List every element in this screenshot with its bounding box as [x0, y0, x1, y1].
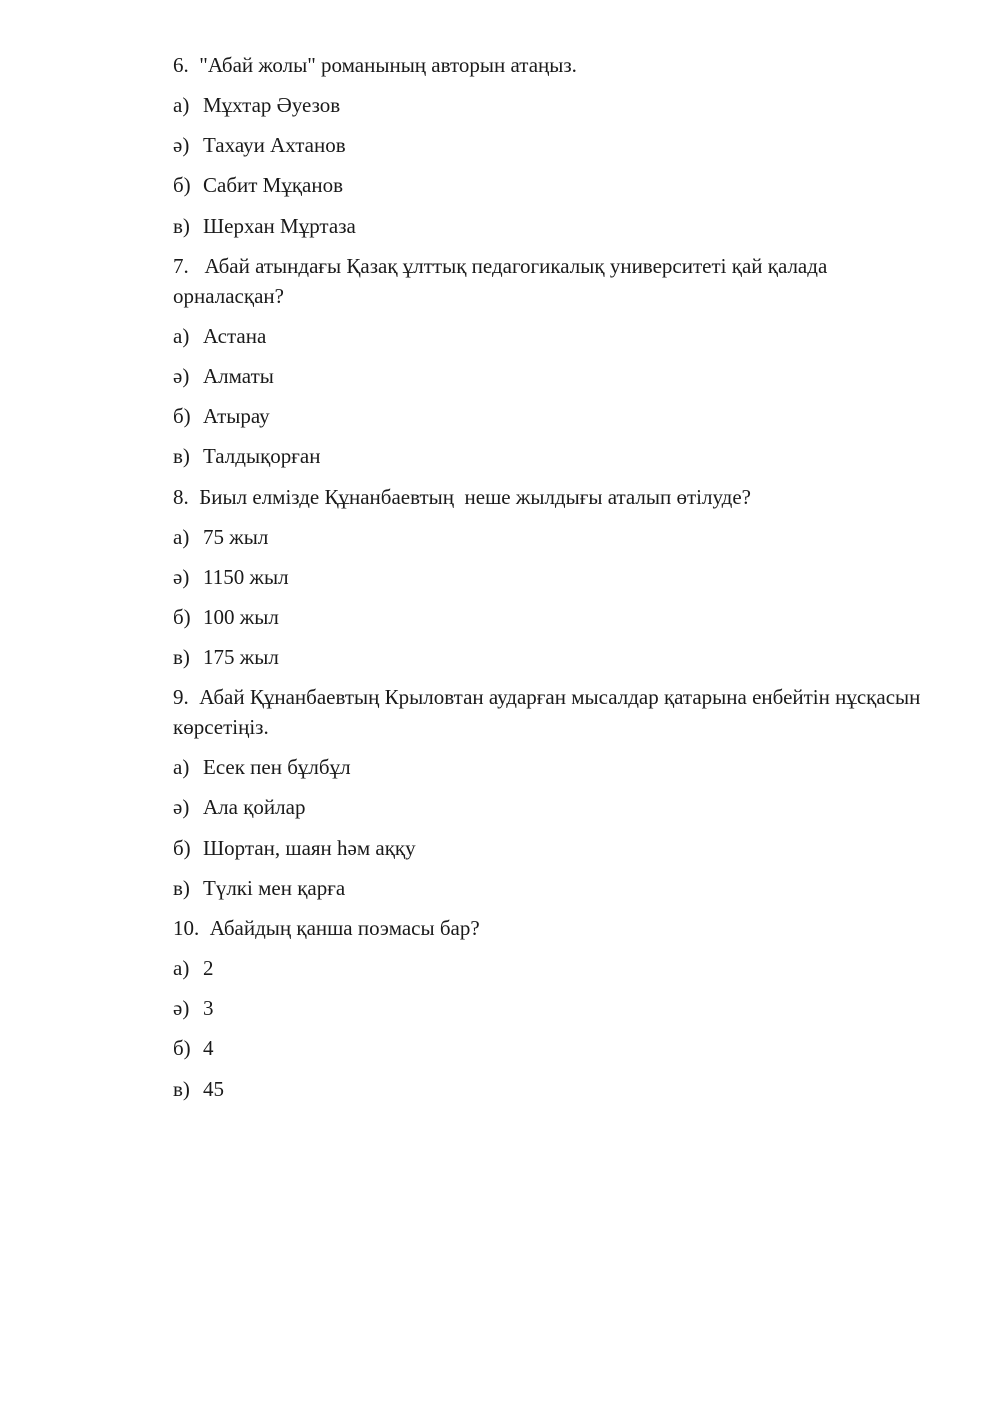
option-b [173, 602, 933, 632]
option-text: Ала қойлар [203, 795, 306, 820]
option-a [173, 522, 933, 552]
option-a [173, 90, 933, 120]
option-text: Тахауи Ахтанов [203, 133, 346, 158]
option-letter: а) [173, 323, 190, 348]
option-letter: в) [173, 875, 190, 900]
option-letter: а) [173, 956, 190, 980]
option-text: Мұхтар Әуезов [203, 93, 341, 117]
question-text: 10. Абайдың қанша поэмасы бар? [173, 916, 480, 940]
option-text: Сабит Мұқанов [203, 173, 344, 198]
option-b [173, 1033, 933, 1063]
option-text: 3 [203, 996, 214, 1021]
option-b [173, 401, 933, 431]
option-a [173, 953, 933, 983]
option-ae [173, 130, 933, 160]
question-block-9 [173, 682, 933, 903]
option-letter: б) [173, 604, 191, 629]
option-text: 45 [203, 1076, 224, 1101]
option-letter: а) [173, 755, 190, 780]
option-letter: ә) [173, 363, 190, 388]
option-letter: в) [173, 1076, 190, 1101]
option-letter: в) [173, 213, 190, 238]
option-ae [173, 361, 933, 391]
question-text: 6. "Абай жолы" романының авторын атаңыз. [173, 53, 577, 77]
option-v [173, 642, 933, 672]
question-block-10 [173, 913, 933, 1104]
quiz-content [173, 50, 933, 1114]
question-block-6 [173, 50, 933, 241]
option-text: 75 жыл [203, 524, 269, 549]
option-ae [173, 792, 933, 822]
question-block-8 [173, 482, 933, 673]
option-text: Талдықорған [203, 444, 321, 469]
option-text: 2 [203, 956, 214, 980]
option-text: Астана [203, 323, 267, 348]
option-v [173, 873, 933, 903]
option-letter: б) [173, 835, 191, 860]
option-v [173, 1074, 933, 1104]
option-letter: ә) [173, 133, 190, 158]
option-letter: а) [173, 524, 190, 549]
option-text: Шерхан Мұртаза [203, 213, 356, 238]
option-text: 4 [203, 1036, 214, 1061]
option-v [173, 441, 933, 471]
option-ae [173, 562, 933, 592]
option-v [173, 211, 933, 241]
option-letter: ә) [173, 996, 190, 1021]
question-text: 8. Биыл елмізде Құнанбаевтың неше жылдығы аталып өтілуде? [173, 484, 751, 509]
option-ae [173, 993, 933, 1023]
option-letter: в) [173, 645, 190, 670]
option-a [173, 752, 933, 782]
option-text: 1150 жыл [203, 564, 289, 589]
option-text: 100 жыл [203, 604, 279, 629]
option-text: 175 жыл [203, 645, 279, 670]
option-text: Шортан, шаян һәм аққу [203, 835, 416, 860]
option-letter: б) [173, 404, 191, 429]
option-letter: а) [173, 93, 190, 117]
question-block-7 [173, 251, 933, 472]
option-text: Атырау [203, 404, 270, 429]
question-text: 9. Абай Құнанбаевтың Крыловтан аударған мысалдар қатарына енбейтін нұсқасын көрсетіңіз. [173, 685, 926, 740]
option-text: Түлкі мен қарға [203, 875, 346, 900]
option-text: Алматы [203, 363, 274, 388]
option-letter: в) [173, 444, 190, 469]
option-a [173, 321, 933, 351]
option-text: Есек пен бұлбұл [203, 755, 351, 780]
option-letter: б) [173, 173, 191, 198]
option-b [173, 833, 933, 863]
option-b [173, 170, 933, 200]
question-text: 7. Абай атындағы Қазақ ұлттық педагогикалық университеті қай қалада орналасқан? [173, 253, 833, 308]
option-letter: ә) [173, 795, 190, 820]
option-letter: ә) [173, 564, 190, 589]
option-letter: б) [173, 1036, 191, 1061]
